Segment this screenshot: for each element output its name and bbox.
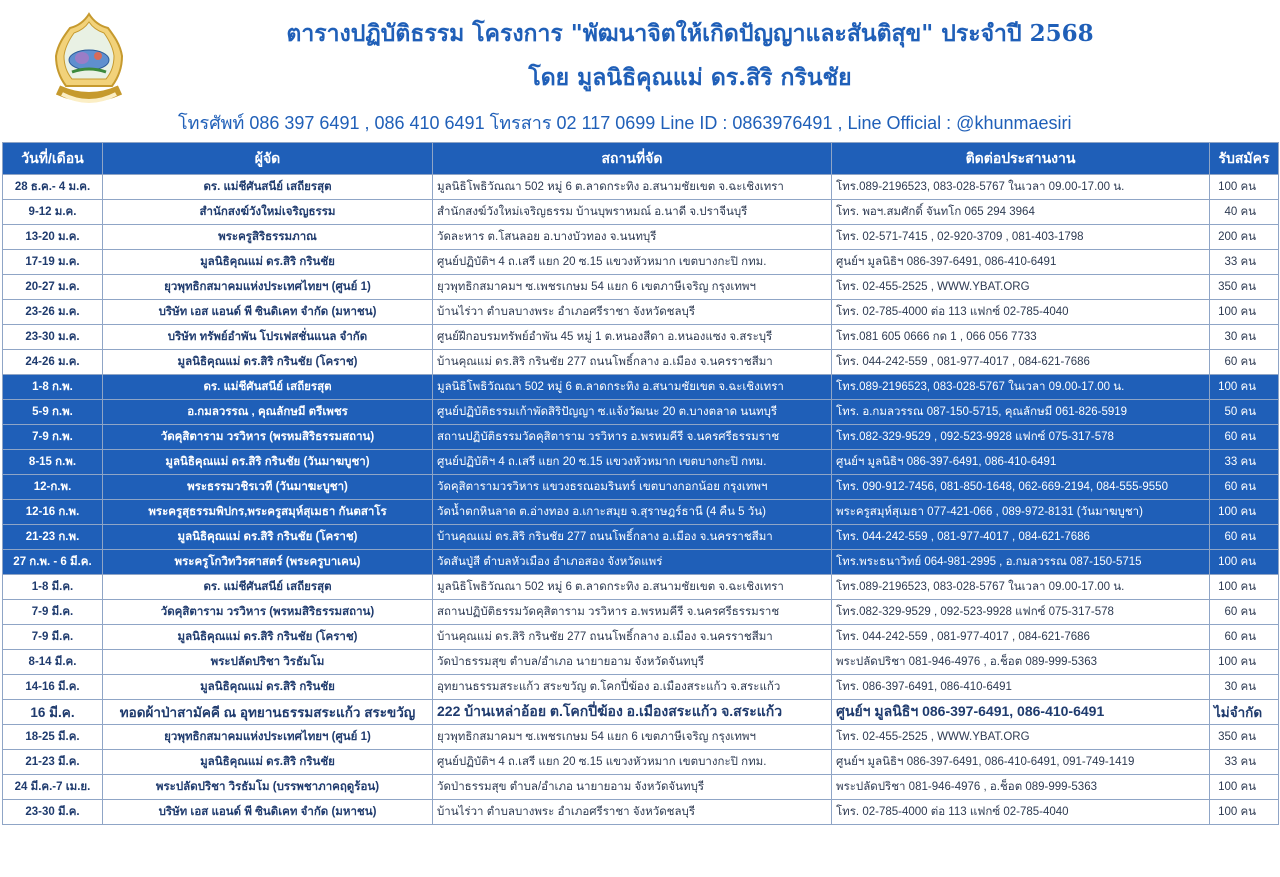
row-organizer: ดร. แม่ชีศันสนีย์ เสถียรสุต (103, 175, 433, 200)
row-contact: โทร. 090-912-7456, 081-850-1648, 062-669-2194, 084-555-9550 (832, 475, 1210, 500)
column-header-contact: ติดต่อประสานงาน (832, 143, 1210, 175)
row-contact: ศูนย์ฯ มูลนิธิฯ 086-397-6491, 086-410-6491 (832, 700, 1210, 725)
row-capacity: 33 คน (1210, 750, 1279, 775)
row-capacity: 50 คน (1210, 400, 1279, 425)
row-capacity: 100 คน (1210, 500, 1279, 525)
row-venue: บ้านคุณแม่ ดร.สิริ กรินชัย 277 ถนนโพธิ์กลาง อ.เมือง จ.นครราชสีมา (433, 350, 832, 375)
row-capacity: 100 คน (1210, 175, 1279, 200)
row-venue: อุทยานธรรมสระแก้ว สระขวัญ ต.โคกปี่ฆ้อง อ.เมืองสระแก้ว จ.สระแก้ว (433, 675, 832, 700)
row-capacity: 100 คน (1210, 775, 1279, 800)
row-contact: พระครูสมุห์สุเมธา 077-421-066 , 089-972-8131 (วันมาฆบูชา) (832, 500, 1210, 525)
table-row (3, 700, 1279, 725)
row-contact: พระปลัดปริชา 081-946-4976 , อ.ช็อต 089-999-5363 (832, 775, 1210, 800)
table-row (3, 325, 1279, 350)
row-date: 16 มี.ค. (3, 700, 103, 725)
table-row (3, 425, 1279, 450)
table-row (3, 650, 1279, 675)
row-venue: มูลนิธิโพธิวัณณา 502 หมู่ 6 ต.ลาดกระทิง อ.สนามชัยเขต จ.ฉะเชิงเทรา (433, 575, 832, 600)
row-capacity: 100 คน (1210, 650, 1279, 675)
row-date: 13-20 ม.ค. (3, 225, 103, 250)
row-contact: โทร. 02-571-7415 , 02-920-3709 , 081-403-1798 (832, 225, 1210, 250)
row-date: 7-9 ก.พ. (3, 425, 103, 450)
row-contact: โทร.082-329-9529 , 092-523-9928 แฟกซ์ 075-317-578 (832, 425, 1210, 450)
row-organizer: พระธรรมวชิรเวที (วันมาฆะบูชา) (103, 475, 433, 500)
row-contact: โทร. 02-455-2525 , WWW.YBAT.ORG (832, 725, 1210, 750)
row-venue: ยุวพุทธิกสมาคมฯ ซ.เพชรเกษม 54 แยก 6 เขตภาษีเจริญ กรุงเทพฯ (433, 725, 832, 750)
column-header-venue: สถานที่จัด (433, 143, 832, 175)
row-capacity: 33 คน (1210, 450, 1279, 475)
row-capacity: 40 คน (1210, 200, 1279, 225)
table-row (3, 250, 1279, 275)
row-date: 14-16 มี.ค. (3, 675, 103, 700)
row-contact: พระปลัดปริชา 081-946-4976 , อ.ช็อต 089-999-5363 (832, 650, 1210, 675)
table-row (3, 575, 1279, 600)
row-capacity: 100 คน (1210, 800, 1279, 825)
row-venue: บ้านไร่วา ตำบลบางพระ อำเภอศรีราชา จังหวัดชลบุรี (433, 300, 832, 325)
row-organizer: วัดคุสิตาราม วรวิหาร (พรหมสิริธรรมสถาน) (103, 600, 433, 625)
table-row (3, 550, 1279, 575)
row-capacity: 30 คน (1210, 325, 1279, 350)
row-contact: โทร.พระธนาวิทย์ 064-981-2995 , อ.กมลวรรณ 087-150-5715 (832, 550, 1210, 575)
table-row (3, 400, 1279, 425)
row-contact: โทร.089-2196523, 083-028-5767 ในเวลา 09.00-17.00 น. (832, 175, 1210, 200)
row-contact: โทร.081 605 0666 กด 1 , 066 056 7733 (832, 325, 1210, 350)
row-organizer: บริษัท ทรัพย์อำพัน โปรเฟสชั่นแนล จำกัด (103, 325, 433, 350)
row-capacity: 100 คน (1210, 375, 1279, 400)
row-date: 17-19 ม.ค. (3, 250, 103, 275)
row-venue: บ้านไร่วา ตำบลบางพระ อำเภอศรีราชา จังหวัดชลบุรี (433, 800, 832, 825)
row-venue: วัดป่าธรรมสุข ตำบล/อำเภอ นายายอาม จังหวัดจันทบุรี (433, 775, 832, 800)
row-venue: ศูนย์ปฏิบัติฯ 4 ถ.เสรี แยก 20 ซ.15 แขวงหัวหมาก เขตบางกะปิ กทม. (433, 250, 832, 275)
row-contact: โทร. 044-242-559 , 081-977-4017 , 084-621-7686 (832, 525, 1210, 550)
row-capacity: 100 คน (1210, 300, 1279, 325)
row-contact: โทร.089-2196523, 083-028-5767 ในเวลา 09.00-17.00 น. (832, 575, 1210, 600)
row-organizer: บริษัท เอส แอนด์ พี ซินดิเคท จำกัด (มหาชน) (103, 300, 433, 325)
table-row (3, 175, 1279, 200)
row-venue: วัดคุสิตารามวรวิหาร แขวงธรณอมรินทร์ เขตบางกอกน้อย กรุงเทพฯ (433, 475, 832, 500)
row-organizer: มูลนิธิคุณแม่ ดร.สิริ กรินชัย (โคราช) (103, 350, 433, 375)
row-organizer: มูลนิธิคุณแม่ ดร.สิริ กรินชัย (103, 750, 433, 775)
row-contact: โทร. 02-785-4000 ต่อ 113 แฟกซ์ 02-785-4040 (832, 800, 1210, 825)
row-organizer: พระครูสิริธรรมภาณ (103, 225, 433, 250)
row-capacity: 350 คน (1210, 275, 1279, 300)
row-contact: โทร. อ.กมลวรรณ 087-150-5715, คุณลักษมี 061-826-5919 (832, 400, 1210, 425)
row-date: 23-26 ม.ค. (3, 300, 103, 325)
row-date: 5-9 ก.พ. (3, 400, 103, 425)
row-organizer: มูลนิธิคุณแม่ ดร.สิริ กรินชัย (103, 250, 433, 275)
row-contact: โทร. 044-242-559 , 081-977-4017 , 084-621-7686 (832, 625, 1210, 650)
row-venue: ยุวพุทธิกสมาคมฯ ซ.เพชรเกษม 54 แยก 6 เขตภาษีเจริญ กรุงเทพฯ (433, 275, 832, 300)
row-venue: ศูนย์ปฏิบัติฯ 4 ถ.เสรี แยก 20 ซ.15 แขวงหัวหมาก เขตบางกะปิ กทม. (433, 750, 832, 775)
row-date: 21-23 ก.พ. (3, 525, 103, 550)
row-capacity: 350 คน (1210, 725, 1279, 750)
row-date: 1-8 ก.พ. (3, 375, 103, 400)
row-contact: โทร. 02-455-2525 , WWW.YBAT.ORG (832, 275, 1210, 300)
header (0, 0, 1280, 140)
row-venue: วัดป่าธรรมสุข ตำบล/อำเภอ นายายอาม จังหวัดจันทบุรี (433, 650, 832, 675)
row-organizer: อ.กมลวรรณ , คุณลักษมี ตรีเพชร (103, 400, 433, 425)
row-organizer: พระปลัดปริชา วิรธัมโม (103, 650, 433, 675)
row-date: 21-23 มี.ค. (3, 750, 103, 775)
row-capacity: 60 คน (1210, 475, 1279, 500)
row-contact: โทร.089-2196523, 083-028-5767 ในเวลา 09.00-17.00 น. (832, 375, 1210, 400)
table-row (3, 500, 1279, 525)
row-venue: สถานปฏิบัติธรรมวัดคุสิตาราม วรวิหาร อ.พรหมคีรี จ.นครศรีธรรมราช (433, 600, 832, 625)
row-contact: ศูนย์ฯ มูลนิธิฯ 086-397-6491, 086-410-6491 (832, 450, 1210, 475)
row-venue: วัดละหาร ต.โสนลอย อ.บางบัวทอง จ.นนทบุรี (433, 225, 832, 250)
column-header-date: วันที่/เดือน (3, 143, 103, 175)
page-subtitle: โดย มูลนิธิคุณแม่ ดร.สิริ กรินชัย (528, 64, 852, 91)
row-contact: โทร. 086-397-6491, 086-410-6491 (832, 675, 1210, 700)
row-contact: โทร. 044-242-559 , 081-977-4017 , 084-621-7686 (832, 350, 1210, 375)
row-venue: มูลนิธิโพธิวัณณา 502 หมู่ 6 ต.ลาดกระทิง อ.สนามชัยเขต จ.ฉะเชิงเทรา (433, 175, 832, 200)
row-capacity: 60 คน (1210, 425, 1279, 450)
column-header-organizer: ผู้จัด (103, 143, 433, 175)
table-header-row (3, 143, 1279, 175)
row-contact: โทร.082-329-9529 , 092-523-9928 แฟกซ์ 075-317-578 (832, 600, 1210, 625)
row-organizer: พระปลัดปริชา วิรธัมโม (บรรพชาภาคฤดูร้อน) (103, 775, 433, 800)
table-row (3, 350, 1279, 375)
row-capacity: 60 คน (1210, 525, 1279, 550)
row-date: 24 มี.ค.-7 เม.ย. (3, 775, 103, 800)
row-organizer: มูลนิธิคุณแม่ ดร.สิริ กรินชัย (วันมาฆบูชา) (103, 450, 433, 475)
row-date: 7-9 มี.ค. (3, 625, 103, 650)
column-header-capacity: รับสมัคร (1210, 143, 1279, 175)
row-date: 1-8 มี.ค. (3, 575, 103, 600)
row-contact: โทร. 02-785-4000 ต่อ 113 แฟกซ์ 02-785-4040 (832, 300, 1210, 325)
row-venue: วัดน้ำตกหินลาด ต.อ่างทอง อ.เกาะสมุย จ.สุราษฎร์ธานี (4 คืน 5 วัน) (433, 500, 832, 525)
page-title: ตารางปฏิบัติธรรม โครงการ "พัฒนาจิตให้เกิดปัญญาและสันติสุข" ประจำปี 2568 (286, 20, 1094, 47)
row-date: 23-30 มี.ค. (3, 800, 103, 825)
row-venue: ศูนย์ฝึกอบรมทรัพย์อำพัน 45 หมู่ 1 ต.หนองสีดา อ.หนองแซง จ.สระบุรี (433, 325, 832, 350)
row-organizer: มูลนิธิคุณแม่ ดร.สิริ กรินชัย (โคราช) (103, 625, 433, 650)
table-row (3, 525, 1279, 550)
row-venue: ศูนย์ปฏิบัติธรรมเก้าพัดสิริปัญญา ซ.แจ้งวัฒนะ 20 ต.บางตลาด นนทบุรี (433, 400, 832, 425)
table-row (3, 775, 1279, 800)
table-row (3, 375, 1279, 400)
table-row (3, 750, 1279, 775)
row-date: 23-30 ม.ค. (3, 325, 103, 350)
row-date: 7-9 มี.ค. (3, 600, 103, 625)
table-row (3, 225, 1279, 250)
row-venue: 222 บ้านเหล่าอ้อย ต.โคกปี่ฆ้อง อ.เมืองสระแก้ว จ.สระแก้ว (433, 700, 832, 725)
row-contact: ศูนย์ฯ มูลนิธิฯ 086-397-6491, 086-410-6491 (832, 250, 1210, 275)
foundation-logo-icon (48, 12, 130, 112)
row-date: 9-12 ม.ค. (3, 200, 103, 225)
row-venue: สำนักสงฆ์วังใหม่เจริญธรรม บ้านบุพราหมณ์ อ.นาดี จ.ปราจีนบุรี (433, 200, 832, 225)
schedule-table (2, 142, 1279, 825)
row-date: 18-25 มี.ค. (3, 725, 103, 750)
table-row (3, 475, 1279, 500)
row-capacity: 33 คน (1210, 250, 1279, 275)
table-row (3, 675, 1279, 700)
row-venue: มูลนิธิโพธิวัณณา 502 หมู่ 6 ต.ลาดกระทิง อ.สนามชัยเขต จ.ฉะเชิงเทรา (433, 375, 832, 400)
row-capacity: 100 คน (1210, 550, 1279, 575)
table-row (3, 275, 1279, 300)
row-capacity: ไม่จำกัด (1210, 700, 1279, 725)
contact-line: โทรศัพท์ 086 397 6491 , 086 410 6491 โทรสาร 02 117 0699 Line ID : 0863976491 , Line Official : @khunmaesiri (178, 113, 1072, 133)
row-contact: ศูนย์ฯ มูลนิธิฯ 086-397-6491, 086-410-6491, 091-749-1419 (832, 750, 1210, 775)
row-date: 24-26 ม.ค. (3, 350, 103, 375)
row-capacity: 60 คน (1210, 625, 1279, 650)
table-row (3, 600, 1279, 625)
row-venue: วัดสันปู่สี ตำบลหัวเมือง อำเภอสอง จังหวัดแพร่ (433, 550, 832, 575)
row-date: 8-14 มี.ค. (3, 650, 103, 675)
row-organizer: ดร. แม่ชีศันสนีย์ เสถียรสุต (103, 575, 433, 600)
table-body (3, 175, 1279, 825)
row-date: 20-27 ม.ค. (3, 275, 103, 300)
row-venue: สถานปฏิบัติธรรมวัดคุสิตาราม วรวิหาร อ.พรหมคีรี จ.นครศรีธรรมราช (433, 425, 832, 450)
row-organizer: ยุวพุทธิกสมาคมแห่งประเทศไทยฯ (ศูนย์ 1) (103, 725, 433, 750)
row-organizer: สำนักสงฆ์วังใหม่เจริญธรรม (103, 200, 433, 225)
row-contact: โทร. พอฯ.สมศักดิ์ จันทโก 065 294 3964 (832, 200, 1210, 225)
table-row (3, 625, 1279, 650)
table-row (3, 725, 1279, 750)
row-date: 27 ก.พ. - 6 มี.ค. (3, 550, 103, 575)
row-organizer: ยุวพุทธิกสมาคมแห่งประเทศไทยฯ (ศูนย์ 1) (103, 275, 433, 300)
row-organizer: ดร. แม่ชีศันสนีย์ เสถียรสุต (103, 375, 433, 400)
row-venue: ศูนย์ปฏิบัติฯ 4 ถ.เสรี แยก 20 ซ.15 แขวงหัวหมาก เขตบางกะปิ กทม. (433, 450, 832, 475)
row-date: 28 ธ.ค.- 4 ม.ค. (3, 175, 103, 200)
row-organizer: มูลนิธิคุณแม่ ดร.สิริ กรินชัย (103, 675, 433, 700)
row-date: 12-16 ก.พ. (3, 500, 103, 525)
row-organizer: พระครูโกวิทวิรศาสตร์ (พระครูบาเคน) (103, 550, 433, 575)
row-capacity: 200 คน (1210, 225, 1279, 250)
table-row (3, 800, 1279, 825)
row-capacity: 100 คน (1210, 575, 1279, 600)
table-row (3, 300, 1279, 325)
row-venue: บ้านคุณแม่ ดร.สิริ กรินชัย 277 ถนนโพธิ์กลาง อ.เมือง จ.นครราชสีมา (433, 525, 832, 550)
table-row (3, 200, 1279, 225)
row-capacity: 60 คน (1210, 600, 1279, 625)
table-row (3, 450, 1279, 475)
row-venue: บ้านคุณแม่ ดร.สิริ กรินชัย 277 ถนนโพธิ์กลาง อ.เมือง จ.นครราชสีมา (433, 625, 832, 650)
row-organizer: บริษัท เอส แอนด์ พี ซินดิเคท จำกัด (มหาชน) (103, 800, 433, 825)
row-capacity: 60 คน (1210, 350, 1279, 375)
row-organizer: พระครูสุธรรมพิปกร,พระครูสมุห์สุเมธา กันตสาโร (103, 500, 433, 525)
row-date: 12-ก.พ. (3, 475, 103, 500)
row-organizer: มูลนิธิคุณแม่ ดร.สิริ กรินชัย (โคราช) (103, 525, 433, 550)
row-date: 8-15 ก.พ. (3, 450, 103, 475)
row-capacity: 30 คน (1210, 675, 1279, 700)
row-organizer: วัดคุสิตาราม วรวิหาร (พรหมสิริธรรมสถาน) (103, 425, 433, 450)
row-organizer: ทอดผ้าป่าสามัคคี ณ อุทยานธรรมสระแก้ว สระขวัญ (103, 700, 433, 725)
